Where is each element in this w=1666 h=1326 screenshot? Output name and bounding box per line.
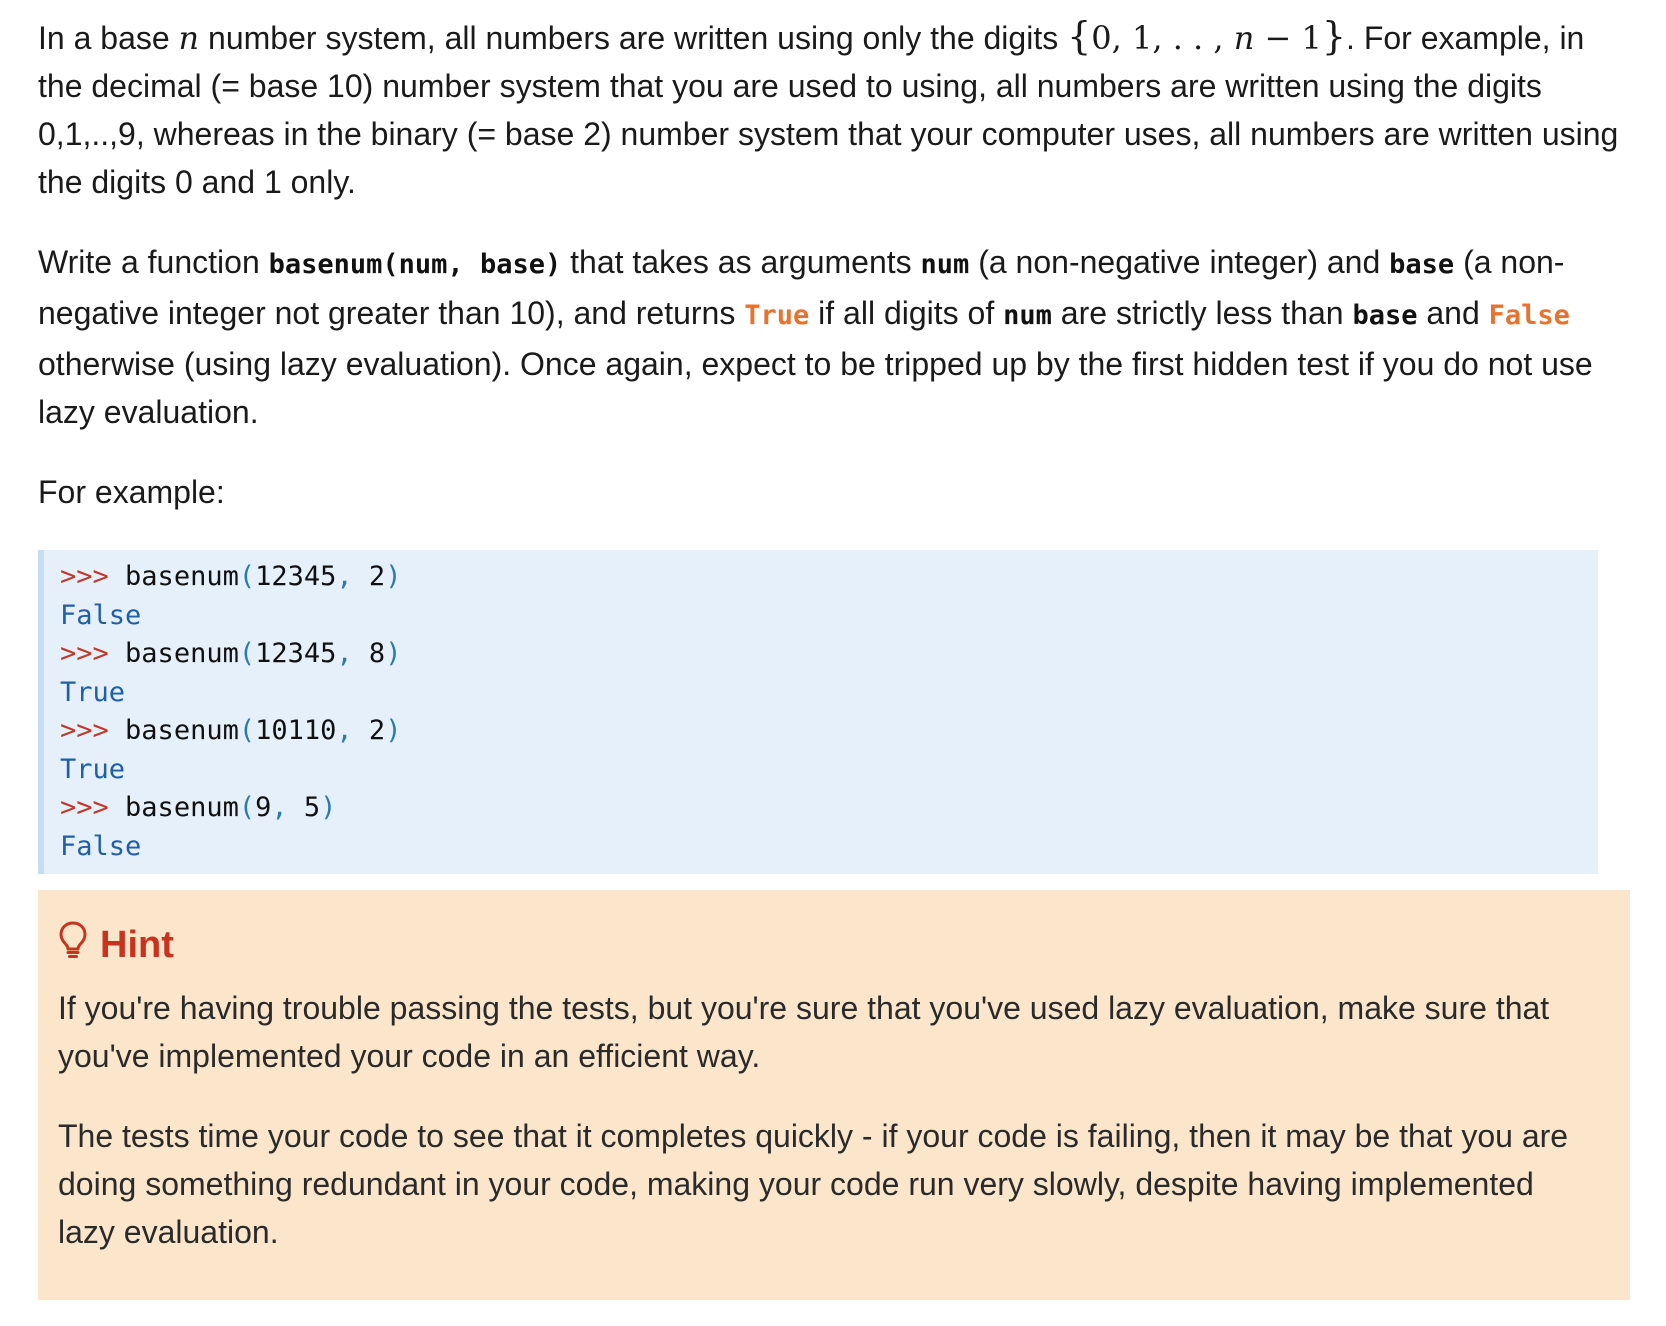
prompt: >>>: [60, 561, 109, 592]
intro-text-3: . For example, in the decimal (= base 10) number system that you are used to using, all numbers are written using the digits 0,1,..,9, whereas in the binary (= base 2) number system that your computer uses, all numbers are written using the digits 0 and 1 only.: [38, 20, 1619, 200]
func-name: basenum: [125, 638, 239, 669]
paren-open: (: [238, 792, 256, 823]
code-line-call: [60, 635, 1582, 674]
comma: ,: [336, 561, 353, 592]
arg-num: 10110: [255, 715, 337, 746]
task-text-7: and: [1417, 295, 1489, 331]
paren-open: (: [238, 561, 256, 592]
prompt: >>>: [60, 715, 109, 746]
code-line-call: [60, 789, 1582, 828]
math-n: [179, 19, 200, 57]
comma: ,: [336, 638, 353, 669]
num-code: num: [920, 249, 970, 280]
code-line-output: True: [60, 753, 126, 785]
paren-open: (: [238, 715, 256, 746]
base-code: base: [1389, 249, 1455, 280]
paren-close: ): [385, 715, 402, 746]
set-items: 0, 1, . . ,: [1091, 19, 1234, 57]
example-label: For example:: [38, 474, 225, 510]
func-name: basenum: [125, 561, 239, 592]
set-open-brace: {: [1067, 14, 1092, 58]
arg-base: 2: [368, 561, 386, 592]
hint-title: Hint: [100, 924, 174, 966]
task-paragraph: [38, 238, 1630, 436]
code-line-output: False: [60, 599, 142, 631]
task-text-4: (a non-negative integer not greater than 10), and returns: [38, 244, 1565, 331]
task-text-6: are strictly less than: [1051, 295, 1353, 331]
paren-open: (: [238, 638, 256, 669]
set-var-n: n: [1233, 19, 1255, 57]
code-line-call: [60, 558, 1582, 597]
paren-close: ): [385, 638, 402, 669]
task-text-8: otherwise (using lazy evaluation). Once again, expect to be tripped up by the first hidden test if you do not use lazy evaluation.: [38, 346, 1593, 430]
set-close-brace: }: [1321, 14, 1347, 58]
hint-box: [38, 890, 1630, 1300]
set-tail: − 1: [1254, 19, 1322, 57]
arg-base: 2: [368, 715, 386, 746]
paren-close: ): [385, 561, 402, 592]
arg-base: 8: [368, 638, 386, 669]
lightbulb-icon: [58, 920, 100, 970]
arg-num: 9: [255, 792, 272, 823]
paren-close: ): [320, 792, 337, 823]
comma: ,: [271, 792, 288, 823]
math-var-n: n: [178, 19, 200, 57]
arg-num: 12345: [255, 561, 337, 592]
intro-text-2: number system, all numbers are written using only the digits: [199, 20, 1068, 56]
task-text-5: if all digits of: [809, 295, 1004, 331]
code-line-output: False: [60, 830, 142, 862]
arg-num: 12345: [255, 638, 337, 669]
function-signature-code: basenum(num, base): [268, 249, 562, 280]
hint-paragraph-2: The tests time your code to see that it completes quickly - if your code is failing, then it may be that you are doing something redundant in your code, making your code run very slowly, despite having implemented lazy evaluation.: [58, 1118, 1569, 1250]
hint-paragraph-1: If you're having trouble passing the tests, but you're sure that you've used lazy evaluation, make sure that you've implemented your code in an efficient way.: [58, 990, 1550, 1074]
num-code-2: num: [1003, 300, 1052, 331]
intro-paragraph: [38, 12, 1630, 206]
true-code: True: [744, 300, 810, 331]
code-line-output: True: [60, 676, 126, 708]
func-name: basenum: [125, 792, 239, 823]
comma: ,: [336, 715, 353, 746]
false-code: False: [1488, 300, 1570, 331]
hint-header: [58, 920, 1594, 970]
arg-base: 5: [303, 792, 321, 823]
task-text-1: Write a function: [38, 244, 269, 280]
task-text-2: that takes as arguments: [561, 244, 921, 280]
prompt: >>>: [60, 792, 109, 823]
func-name: basenum: [125, 715, 239, 746]
example-code-block: [38, 550, 1598, 874]
intro-text-1: In a base: [38, 20, 179, 56]
code-line-call: [60, 712, 1582, 751]
prompt: >>>: [60, 638, 109, 669]
task-text-3: (a non-negative integer) and: [969, 244, 1390, 280]
base-code-2: base: [1352, 300, 1418, 331]
math-digit-set: [1067, 14, 1347, 58]
